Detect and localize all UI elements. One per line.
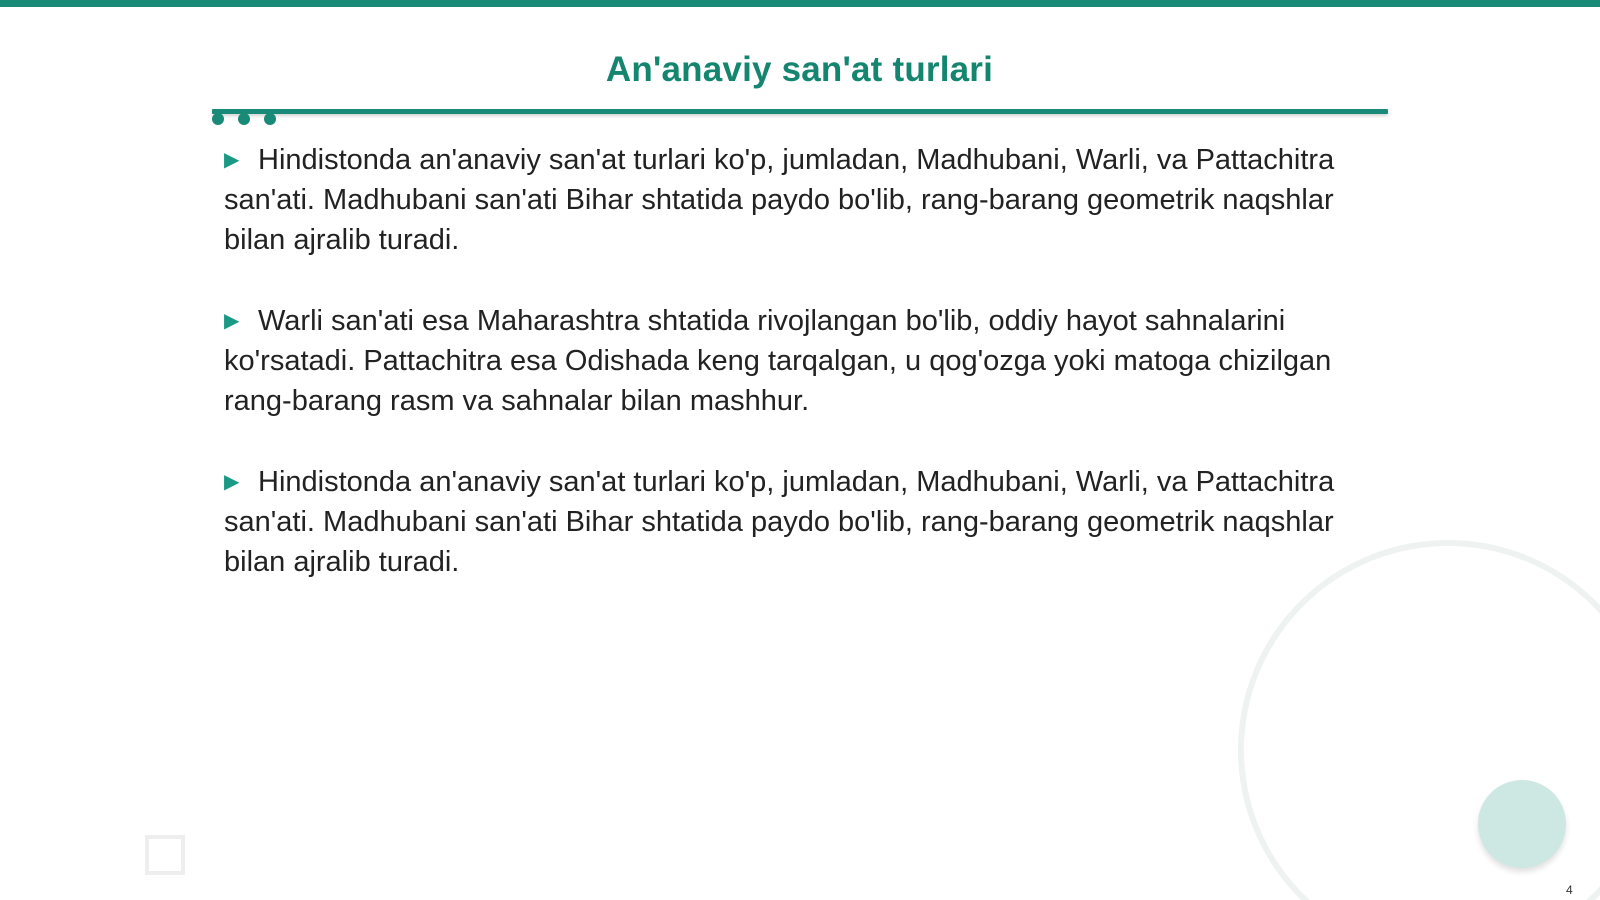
bullet-text: Warli san'ati esa Maharashtra shtatida rivojlangan bo'lib, oddiy hayot sahnalarini ko'rsatadi. Pattachitra esa Odishada keng tarqalgan, u qog'ozga yoki matoga chizilgan rang-barang rasm va sahnalar bilan mashhur. <box>224 305 1332 417</box>
bullet-paragraph <box>224 462 1394 582</box>
divider-dot <box>212 113 224 125</box>
divider-dot <box>264 113 276 125</box>
bullet-text: Hindistonda an'anaviy san'at turlari ko'p, jumladan, Madhubani, Warli, va Pattachitra san'ati. Madhubani san'ati Bihar shtatida paydo bo'lib, rang-barang geometrik naqshlar bilan ajralib turadi. <box>224 466 1335 578</box>
bullet-paragraph <box>224 301 1394 421</box>
bullet-text: Hindistonda an'anaviy san'at turlari ko'p, jumladan, Madhubani, Warli, va Pattachitra san'ati. Madhubani san'ati Bihar shtatida paydo bo'lib, rang-barang geometrik naqshlar bilan ajralib turadi. <box>224 144 1335 256</box>
bullet-paragraph <box>224 140 1394 260</box>
bullet-arrow-icon: ▶ <box>224 310 240 332</box>
divider-dot <box>238 113 250 125</box>
decorative-dot <box>1478 780 1566 868</box>
bullet-list <box>224 140 1394 623</box>
bullet-arrow-icon: ▶ <box>224 471 240 493</box>
divider-dots <box>212 113 282 127</box>
top-accent-bar <box>0 0 1600 7</box>
decorative-square <box>145 835 185 875</box>
title-divider <box>212 109 1388 114</box>
slide-title: An'anaviy san'at turlari <box>605 50 994 89</box>
bullet-arrow-icon: ▶ <box>224 149 240 171</box>
page-number: 4 <box>1566 883 1573 897</box>
